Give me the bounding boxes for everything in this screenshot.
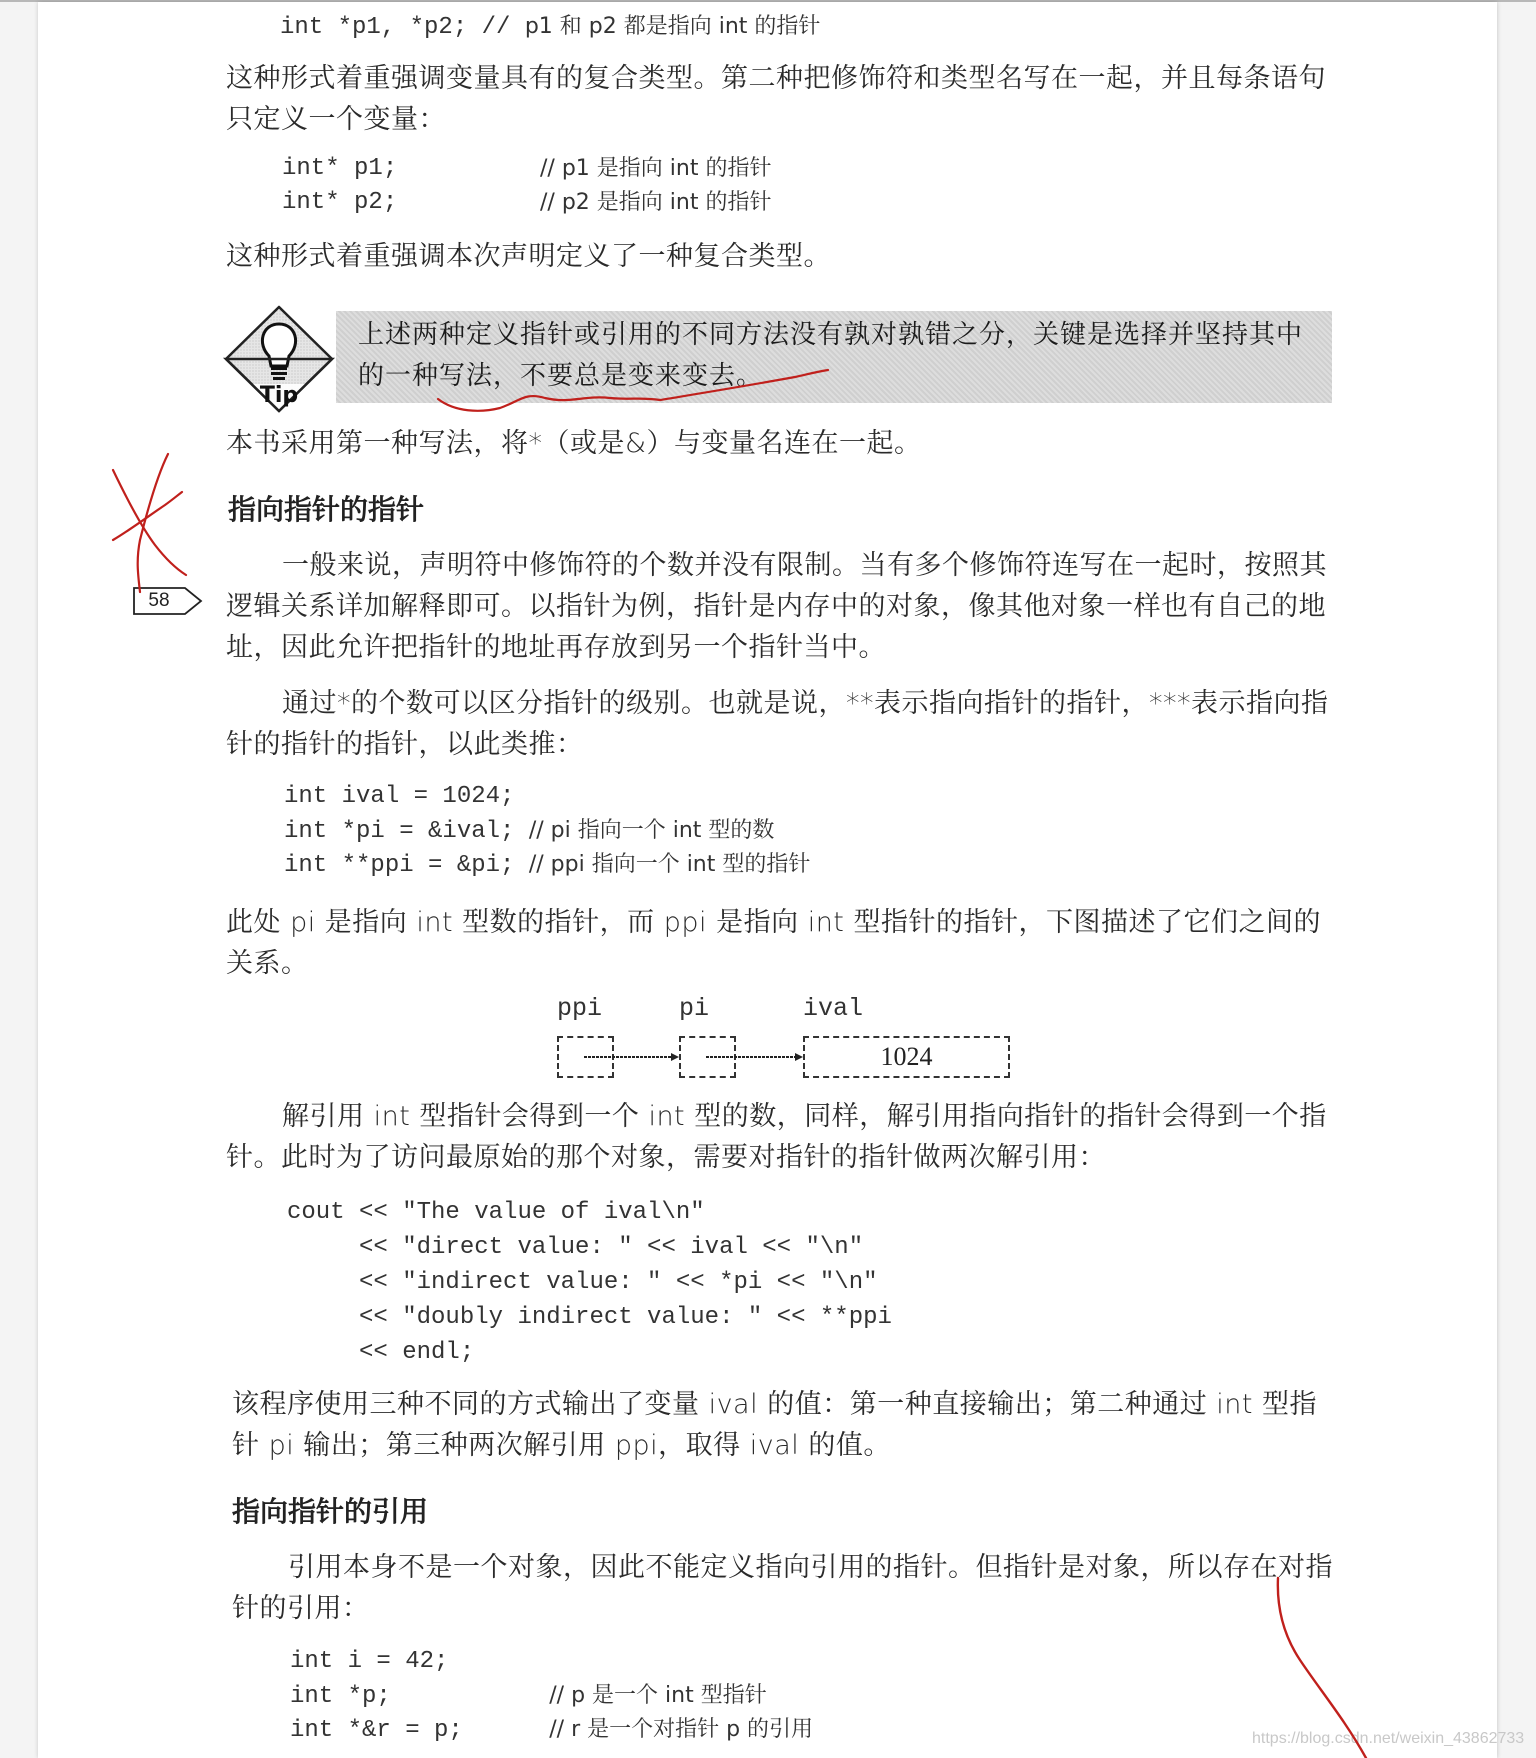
pointer-diagram bbox=[548, 994, 1018, 1082]
code-comment-line bbox=[540, 186, 771, 221]
code-text: int *p; bbox=[290, 1683, 550, 1710]
code-line: << "doubly indirect value: " << **ppi bbox=[287, 1304, 892, 1331]
page-number: 58 bbox=[148, 590, 170, 611]
code-comment: // p1 是指向 int 的指针 bbox=[540, 156, 772, 181]
code-text: int* p2; bbox=[282, 189, 398, 216]
code-text: int *p1, *p2; // bbox=[280, 14, 525, 41]
code-line bbox=[284, 848, 810, 883]
code-line bbox=[290, 1679, 767, 1714]
code-line bbox=[284, 780, 514, 814]
code-text: int *&r = p; bbox=[290, 1717, 550, 1744]
code-line: << "indirect value: " << *pi << "\n" bbox=[287, 1269, 878, 1296]
page-number-marker bbox=[133, 587, 205, 615]
code-text: int *pi = &ival; bbox=[284, 818, 529, 845]
code-line bbox=[290, 1645, 448, 1679]
tip-text: 上述两种定义指针或引用的不同方法没有孰对孰错之分，关键是选择并坚持其中的一种写法，不要总是变来变去。 bbox=[358, 320, 1304, 391]
paragraph: 一般来说，声明符中修饰符的个数并没有限制。当有多个修饰符连写在一起时，按照其逻辑关系详加解释即可。以指针为例，指针是内存中的对象，像其他对象一样也有自己的地址，因此允许把指针的地址再存放到另一个指针当中。 bbox=[226, 550, 1327, 663]
paragraph: 该程序使用三种不同的方式输出了变量 ival 的值：第一种直接输出；第二种通过 int 型指针 pi 输出；第三种两次解引用 ppi，取得 ival 的值。 bbox=[232, 1389, 1318, 1461]
section-heading: 指向指针的引用 bbox=[232, 1495, 429, 1528]
code-line: << "direct value: " << ival << "\n" bbox=[287, 1234, 864, 1261]
code-comment: // p2 是指向 int 的指针 bbox=[540, 190, 772, 215]
paragraph: 解引用 int 型指针会得到一个 int 型的数，同样，解引用指向指针的指针会得到一个指针。此时为了访问最原始的那个对象，需要对指针的指针做两次解引用： bbox=[226, 1101, 1327, 1173]
paragraph: 这种形式着重强调本次声明定义了一种复合类型。 bbox=[226, 241, 831, 272]
code-line: << endl; bbox=[287, 1339, 475, 1366]
code-comment: p1 和 p2 都是指向 int 的指针 bbox=[524, 14, 821, 39]
diagram-box-ival: 1024 bbox=[803, 1036, 1010, 1078]
paragraph: 这种形式着重强调变量具有的复合类型。第二种把修饰符和类型名写在一起，并且每条语句只定义一个变量： bbox=[226, 63, 1326, 135]
code-text: int **ppi = &pi; bbox=[284, 852, 529, 879]
watermark: https://blog.csdn.net/weixin_43862733 bbox=[1252, 1730, 1525, 1747]
code-text: int i = 42; bbox=[290, 1648, 449, 1675]
code-comment-line bbox=[540, 152, 771, 187]
paragraph: 此处 pi 是指向 int 型数的指针，而 ppi 是指向 int 型指针的指针，下图描述了它们之间的关系。 bbox=[226, 907, 1321, 979]
diagram-label-pi: pi bbox=[679, 994, 710, 1023]
code-text: int* p1; bbox=[282, 155, 398, 182]
diagram-label-ppi: ppi bbox=[557, 994, 603, 1023]
diagram-arrows bbox=[548, 994, 1018, 1082]
code-comment: // p 是一个 int 型指针 bbox=[549, 1683, 767, 1708]
svg-text:Tip: Tip bbox=[259, 383, 299, 408]
code-comment: // ppi 指向一个 int 型的指针 bbox=[528, 852, 811, 877]
code-line-pointers-decl bbox=[280, 10, 820, 45]
code-comment: // pi 指向一个 int 型的数 bbox=[528, 818, 775, 843]
code-line bbox=[282, 152, 397, 186]
code-line: cout << "The value of ival\n" bbox=[287, 1199, 705, 1226]
diagram-label-ival: ival bbox=[803, 994, 864, 1023]
code-line bbox=[284, 814, 774, 849]
code-text: int ival = 1024; bbox=[284, 783, 515, 810]
paragraph: 通过*的个数可以区分指针的级别。也就是说，**表示指向指针的指针，***表示指向指针的指针的指针，以此类推： bbox=[226, 688, 1329, 760]
section-heading: 指向指针的指针 bbox=[228, 493, 425, 526]
code-line bbox=[290, 1713, 813, 1748]
paragraph: 引用本身不是一个对象，因此不能定义指向引用的指针。但指针是对象，所以存在对指针的引用： bbox=[232, 1552, 1333, 1624]
code-comment: // r 是一个对指针 p 的引用 bbox=[549, 1717, 814, 1742]
tip-lightbulb-icon bbox=[222, 304, 336, 414]
paragraph: 本书采用第一种写法，将*（或是&）与变量名连在一起。 bbox=[226, 428, 922, 459]
code-line bbox=[282, 186, 397, 220]
tip-box bbox=[336, 311, 1332, 403]
